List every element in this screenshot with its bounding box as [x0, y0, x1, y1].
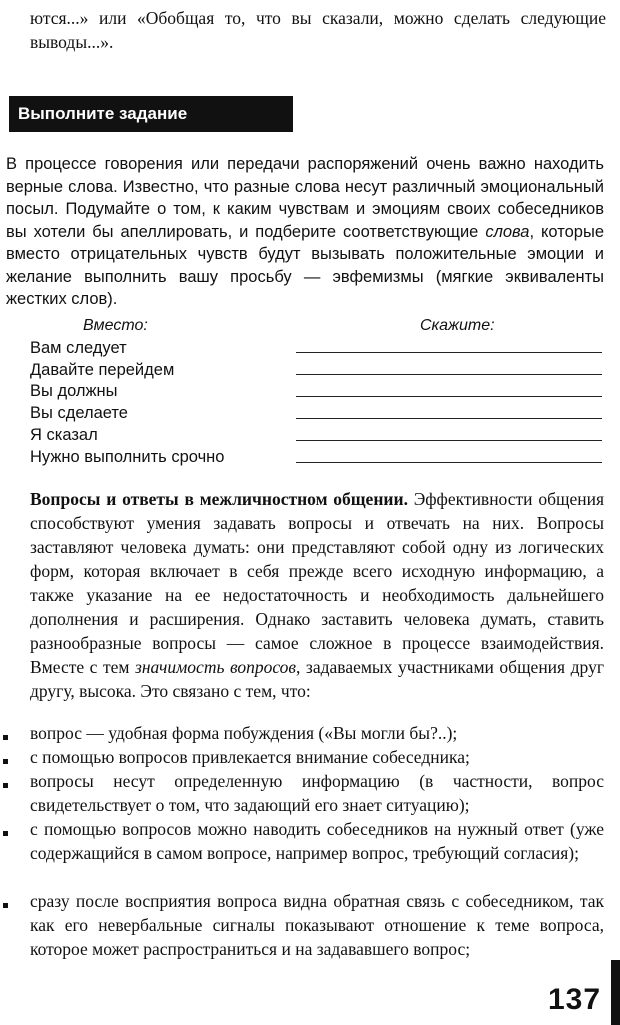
phrase-item: Вам следует: [30, 339, 127, 357]
answer-line: [296, 418, 602, 419]
task-banner: Выполните задание: [9, 96, 293, 132]
intro-text: ются...» или «Обобщая то, что вы сказали, можно сделать следующие выводы...».: [30, 8, 606, 52]
answer-line: [296, 462, 602, 463]
phrase-item: Вы сделаете: [30, 404, 128, 422]
task-text-part2: , которые вместо отрицательных чувств будут вызывать положительные эмоции и желание выполнить вашу просьбу — эвфемизмы (мягкие эквиваленты жестких слов).: [6, 222, 604, 308]
page-edge-bar: [611, 960, 620, 1025]
bullet-item: вопросы несут определенную информацию (в частности, вопрос свидетельствует о том, что задающий его знает ситуацию);: [30, 771, 604, 815]
task-text-italic: слова: [485, 222, 530, 241]
answer-line: [296, 352, 602, 353]
header-say: Скажите:: [420, 317, 495, 334]
bullet-icon: [3, 831, 8, 836]
qa-title: Вопросы и ответы в межличностном общении.: [30, 489, 408, 509]
answer-line: [296, 440, 602, 441]
bullet-item: с помощью вопросов можно наводить собеседников на нужный ответ (уже содержащийся в самом вопросе, например вопрос, требующий согласия);: [30, 819, 604, 863]
task-text-part1: В процессе говорения или передачи распоряжений очень важно находить верные слова. Известно, что разные слова несут различный эмоциональный посыл. Подумайте о том, к каким чувствам и эмоциям своих собеседников вы хотели бы апеллировать, и подберите соответствующие: [6, 155, 604, 241]
bullet-item: вопрос — удобная форма побуждения («Вы могли бы?..);: [30, 723, 458, 743]
bullet-icon: [3, 759, 8, 764]
header-instead: Вместо:: [83, 317, 148, 334]
bullet-icon: [3, 783, 8, 788]
qa-text-part1: Эффективности общения способствуют умения задавать вопросы и отвечать на них. Вопросы заставляют человека думать: они представляют собой одну из логических форм, которая включает в себя прежде всего исходную информацию, а также указание на ее недостаточность и необходимость дальнейшего дополнения и расширения. Однако заставить человека думать, ставить разнообразные вопросы — самое сложное в процессе взаимодействия. Вместе с тем: [30, 489, 604, 677]
bullet-icon: [3, 735, 8, 740]
qa-text-italic: значимость вопросов: [135, 657, 297, 677]
answer-line: [296, 396, 602, 397]
page-number: 137: [548, 983, 602, 1016]
phrase-item: Нужно выполнить срочно: [30, 448, 225, 466]
task-paragraph: [6, 153, 604, 311]
bullet-icon: [3, 903, 8, 908]
phrase-item: Я сказал: [30, 426, 98, 444]
phrase-item: Вы должны: [30, 382, 118, 400]
bullet-item: сразу после восприятия вопроса видна обратная связь с собеседником, так как его невербальные сигналы показывают отношение к теме вопроса, которое может распространиться и на задававшего вопрос;: [30, 891, 604, 959]
qa-text-part2: , задаваемых участниками общения друг другу, высока. Это связано с тем, что:: [30, 657, 604, 701]
bullet-item: с помощью вопросов привлекается внимание собеседника;: [30, 747, 470, 767]
answer-line: [296, 374, 602, 375]
qa-paragraph: [30, 487, 604, 703]
phrase-item: Давайте перейдем: [30, 361, 175, 379]
